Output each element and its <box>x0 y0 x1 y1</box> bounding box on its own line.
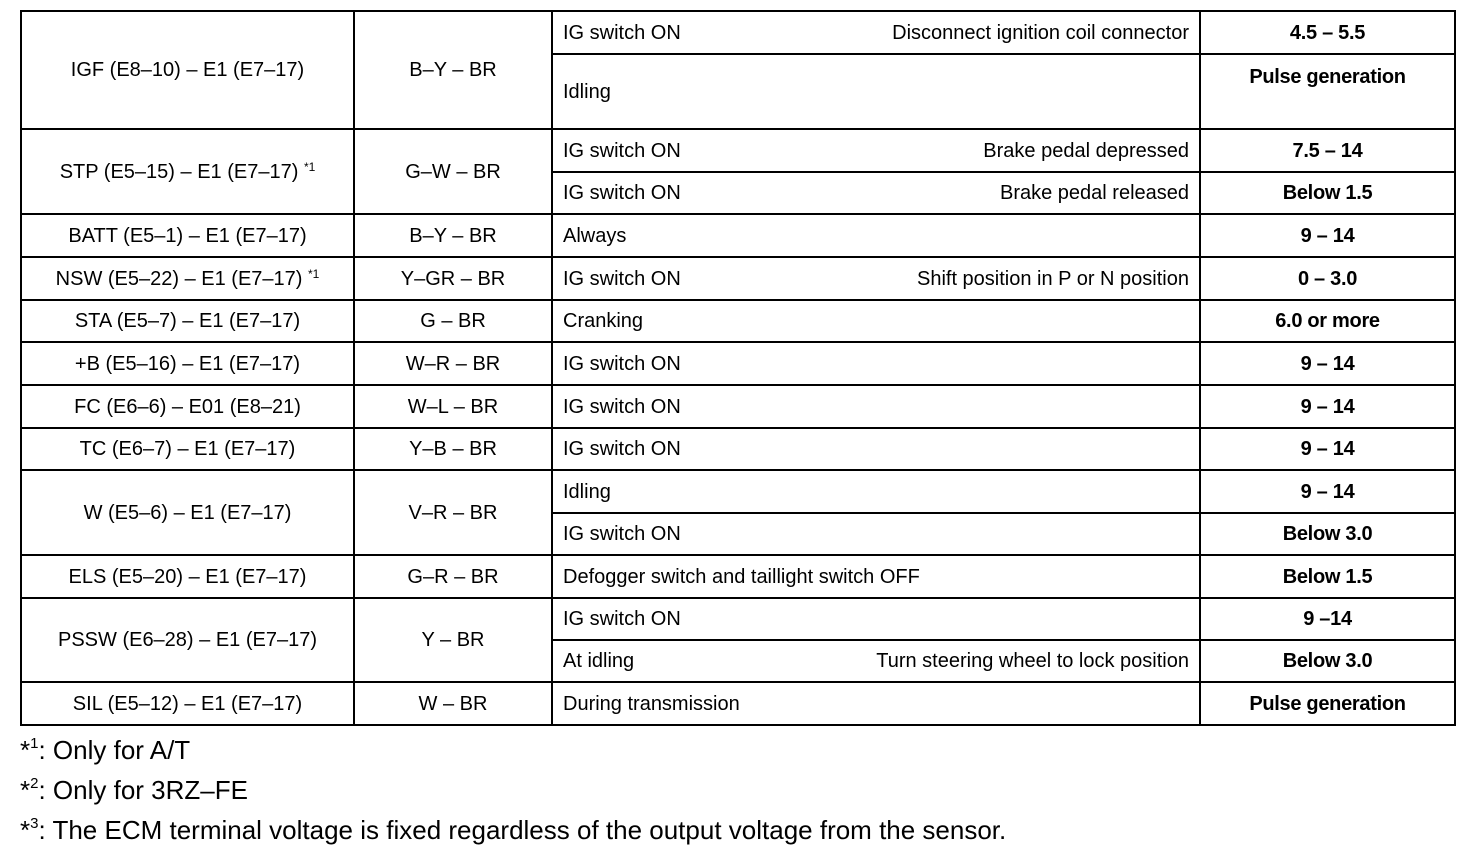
ecm-terminal-table <box>20 10 1456 726</box>
terminal-cell <box>21 214 354 257</box>
standard-cell: Below 3.0 <box>1200 640 1455 682</box>
terminal-cell <box>21 300 354 342</box>
footnote-mark: * <box>20 735 31 765</box>
terminal-cell <box>21 342 354 385</box>
footnote-number: 2 <box>30 775 39 792</box>
condition-label: IG switch ON <box>563 182 681 204</box>
terminal-label: PSSW (E6–28) – E1 (E7–17) <box>57 629 317 651</box>
terminal-cell <box>21 470 354 555</box>
condition-label: IG switch ON <box>563 438 681 460</box>
condition-cell <box>552 172 1200 214</box>
condition-cell <box>552 11 1200 54</box>
condition-cell <box>552 342 1200 385</box>
footnote-text: : Only for A/T <box>38 735 191 765</box>
footnote-1 <box>20 730 1006 770</box>
footnote-ref: *1 <box>308 266 320 281</box>
condition-cell <box>552 470 1200 513</box>
wiring-cell: B–Y – BR <box>354 11 552 129</box>
table-row <box>21 300 1455 342</box>
wiring-cell: G–W – BR <box>354 129 552 214</box>
condition-label: IG switch ON <box>563 352 681 375</box>
condition-detail: Brake pedal depressed <box>983 139 1189 162</box>
terminal-label: STP (E5–15) – E1 (E7–17) <box>59 160 299 183</box>
table-row <box>21 11 1455 54</box>
condition-label: Idling <box>563 80 611 103</box>
standard-cell: 0 – 3.0 <box>1200 257 1455 300</box>
footnote-mark: * <box>20 775 31 805</box>
condition-detail: Disconnect ignition coil connector <box>892 21 1189 44</box>
terminal-label: SIL (E5–12) – E1 (E7–17) <box>72 692 303 715</box>
condition-cell <box>552 598 1200 640</box>
wiring-cell: Y–GR – BR <box>354 257 552 300</box>
condition-label: Defogger switch and taillight switch OFF <box>563 565 920 588</box>
terminal-label: FC (E6–6) – E01 (E8–21) <box>74 395 301 418</box>
footnote-mark: * <box>20 815 31 845</box>
terminal-cell <box>21 11 354 129</box>
condition-label: IG switch ON <box>563 267 681 290</box>
terminal-label: NSW (E5–22) – E1 (E7–17) <box>55 267 303 290</box>
condition-label: Always <box>563 224 627 247</box>
table-row <box>21 470 1455 513</box>
condition-cell <box>552 257 1200 300</box>
standard-cell: 9 – 14 <box>1200 214 1455 257</box>
condition-label: At idling <box>563 650 635 672</box>
terminal-label: ELS (E5–20) – E1 (E7–17) <box>68 565 307 588</box>
condition-label: IG switch ON <box>563 21 681 44</box>
footnotes <box>20 730 1006 850</box>
terminal-cell <box>21 682 354 725</box>
standard-cell: 4.5 – 5.5 <box>1200 11 1455 54</box>
condition-label: IG switch ON <box>563 523 681 545</box>
standard-cell: Pulse generation <box>1200 682 1455 725</box>
footnote-number: 1 <box>30 735 39 752</box>
terminal-label: IGF (E8–10) – E1 (E7–17) <box>70 59 305 81</box>
footnote-text: : Only for 3RZ–FE <box>38 775 248 805</box>
condition-label: IG switch ON <box>563 395 681 418</box>
condition-detail: Brake pedal released <box>999 182 1189 204</box>
table-row <box>21 129 1455 172</box>
standard-cell: 9 –14 <box>1200 598 1455 640</box>
footnote-2 <box>20 770 1006 810</box>
wiring-cell: W–R – BR <box>354 342 552 385</box>
condition-detail: Turn steering wheel to lock position <box>876 650 1189 672</box>
wiring-cell: Y–B – BR <box>354 428 552 470</box>
table-row <box>21 555 1455 598</box>
wiring-cell: Y – BR <box>354 598 552 682</box>
wiring-cell: G – BR <box>354 300 552 342</box>
condition-label: During transmission <box>563 692 740 715</box>
terminal-label: +B (E5–16) – E1 (E7–17) <box>74 352 301 375</box>
wiring-cell: V–R – BR <box>354 470 552 555</box>
terminal-label: TC (E6–7) – E1 (E7–17) <box>79 438 296 460</box>
condition-cell <box>552 129 1200 172</box>
terminal-label: STA (E5–7) – E1 (E7–17) <box>74 310 301 332</box>
terminal-cell <box>21 428 354 470</box>
condition-cell <box>552 428 1200 470</box>
terminal-cell <box>21 598 354 682</box>
table-row <box>21 214 1455 257</box>
condition-cell <box>552 214 1200 257</box>
terminal-cell <box>21 257 354 300</box>
condition-cell <box>552 54 1200 129</box>
table-row <box>21 598 1455 640</box>
terminal-cell <box>21 129 354 214</box>
condition-label: Cranking <box>563 310 644 332</box>
terminal-label: BATT (E5–1) – E1 (E7–17) <box>68 224 307 247</box>
condition-cell <box>552 640 1200 682</box>
terminal-cell <box>21 385 354 428</box>
table-row <box>21 428 1455 470</box>
standard-cell: 7.5 – 14 <box>1200 129 1455 172</box>
wiring-cell: B–Y – BR <box>354 214 552 257</box>
condition-label: IG switch ON <box>563 608 681 630</box>
condition-label: Idling <box>563 480 611 503</box>
footnote-ref: *1 <box>303 159 316 174</box>
standard-cell: 6.0 or more <box>1200 300 1455 342</box>
condition-cell <box>552 385 1200 428</box>
wiring-cell: W – BR <box>354 682 552 725</box>
footnote-number: 3 <box>30 815 39 832</box>
table-row <box>21 385 1455 428</box>
footnote-3 <box>20 810 1006 850</box>
standard-cell: 9 – 14 <box>1200 470 1455 513</box>
condition-cell <box>552 555 1200 598</box>
terminal-label: W (E5–6) – E1 (E7–17) <box>83 501 292 524</box>
condition-cell <box>552 682 1200 725</box>
condition-cell <box>552 513 1200 555</box>
standard-cell: 9 – 14 <box>1200 342 1455 385</box>
table-row <box>21 257 1455 300</box>
table-row <box>21 342 1455 385</box>
condition-cell <box>552 300 1200 342</box>
table-row <box>21 682 1455 725</box>
table-body <box>21 11 1455 725</box>
standard-cell: Below 1.5 <box>1200 172 1455 214</box>
standard-cell: 9 – 14 <box>1200 428 1455 470</box>
terminal-cell <box>21 555 354 598</box>
standard-cell: Pulse generation <box>1200 54 1455 129</box>
wiring-cell: G–R – BR <box>354 555 552 598</box>
standard-cell: Below 3.0 <box>1200 513 1455 555</box>
footnote-text: : The ECM terminal voltage is fixed regardless of the output voltage from the sensor. <box>38 815 1007 845</box>
condition-label: IG switch ON <box>563 139 681 162</box>
standard-cell: 9 – 14 <box>1200 385 1455 428</box>
standard-cell: Below 1.5 <box>1200 555 1455 598</box>
wiring-cell: W–L – BR <box>354 385 552 428</box>
condition-detail: Shift position in P or N position <box>916 267 1189 290</box>
